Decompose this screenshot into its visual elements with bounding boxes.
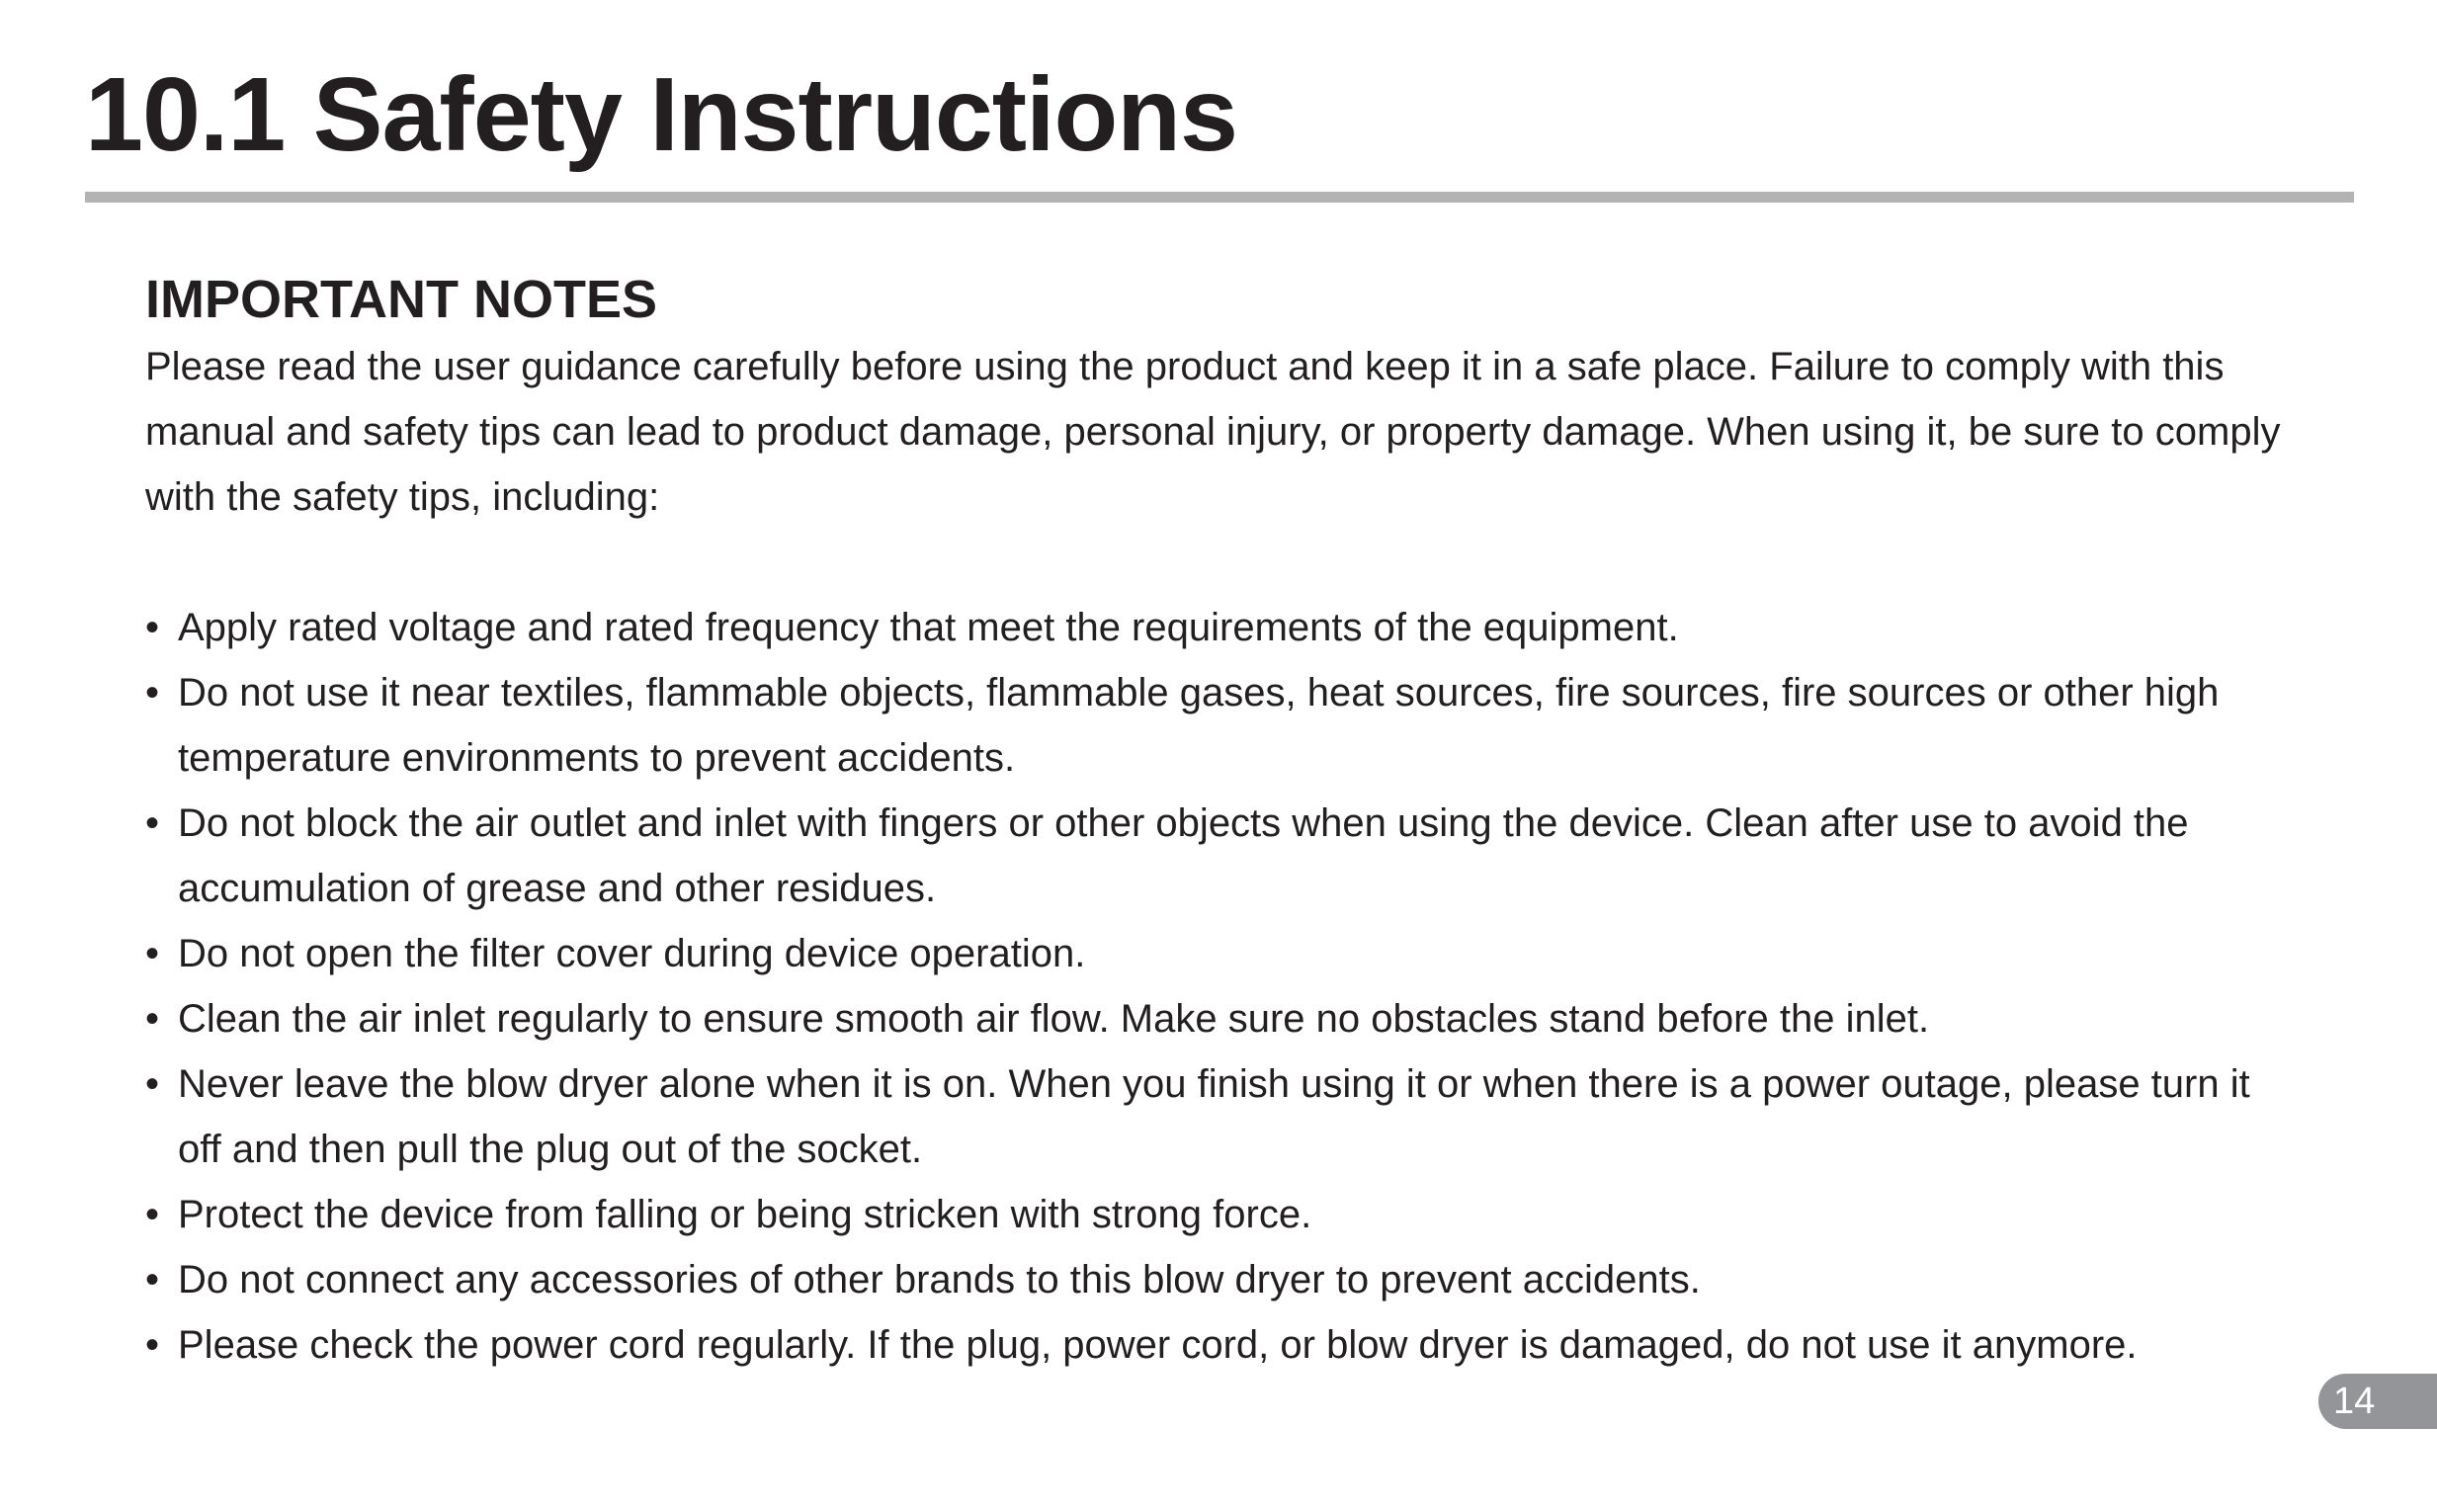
list-item-text: Do not connect any accessories of other brands to this blow dryer to prevent accidents. <box>178 1258 1701 1302</box>
list-item-text: Protect the device from falling or being stricken with strong force. <box>178 1193 1312 1237</box>
page-number-badge <box>2318 1374 2437 1429</box>
list-item-text: Never leave the blow dryer alone when it is on. When you finish using it or when there is a power outage, please turn it off and then pull the plug out of the socket. <box>178 1062 2250 1172</box>
list-item <box>145 660 2300 791</box>
bullet-icon: • <box>145 801 160 846</box>
bullet-icon: • <box>145 606 160 650</box>
title-divider <box>85 192 2354 203</box>
list-item <box>145 595 2300 660</box>
list-item-text: Do not block the air outlet and inlet with fingers or other objects when using the device. Clean after use to avoid the accumulation of grease and other residues. <box>178 801 2189 911</box>
page-title: 10.1 Safety Instructions <box>85 56 1237 173</box>
list-item <box>145 1051 2300 1182</box>
bullet-icon: • <box>145 1258 160 1302</box>
list-item <box>145 1247 2300 1312</box>
list-item-text: Do not use it near textiles, flammable objects, flammable gases, heat sources, fire sources, fire sources or other high temperature environments to prevent accidents. <box>178 671 2220 781</box>
bullet-icon: • <box>145 671 160 715</box>
list-item-text: Do not open the filter cover during device operation. <box>178 932 1086 976</box>
list-item <box>145 1182 2300 1247</box>
list-item <box>145 921 2300 986</box>
list-item <box>145 986 2300 1051</box>
list-item <box>145 791 2300 921</box>
list-item-text: Clean the air inlet regularly to ensure smooth air flow. Make sure no obstacles stand before the inlet. <box>178 997 1930 1042</box>
safety-tips-list <box>145 595 2300 1378</box>
list-item-text: Please check the power cord regularly. If the plug, power cord, or blow dryer is damaged, do not use it anymore. <box>178 1323 2138 1368</box>
bullet-icon: • <box>145 1062 160 1107</box>
list-item-text: Apply rated voltage and rated frequency that meet the requirements of the equipment. <box>178 606 1679 650</box>
section-heading: IMPORTANT NOTES <box>145 270 657 329</box>
bullet-icon: • <box>145 997 160 1042</box>
list-item <box>145 1312 2300 1378</box>
bullet-icon: • <box>145 1323 160 1368</box>
page-number: 14 <box>2333 1381 2376 1422</box>
content-area <box>145 265 2300 1378</box>
bullet-icon: • <box>145 1193 160 1237</box>
bullet-icon: • <box>145 932 160 976</box>
intro-paragraph: Please read the user guidance carefully before using the product and keep it in a safe place. Failure to comply with this manual and safety tips can lead to product damage, personal injury, or property damage. When using it, be sure to comply with the safety tips, including: <box>145 345 2281 520</box>
